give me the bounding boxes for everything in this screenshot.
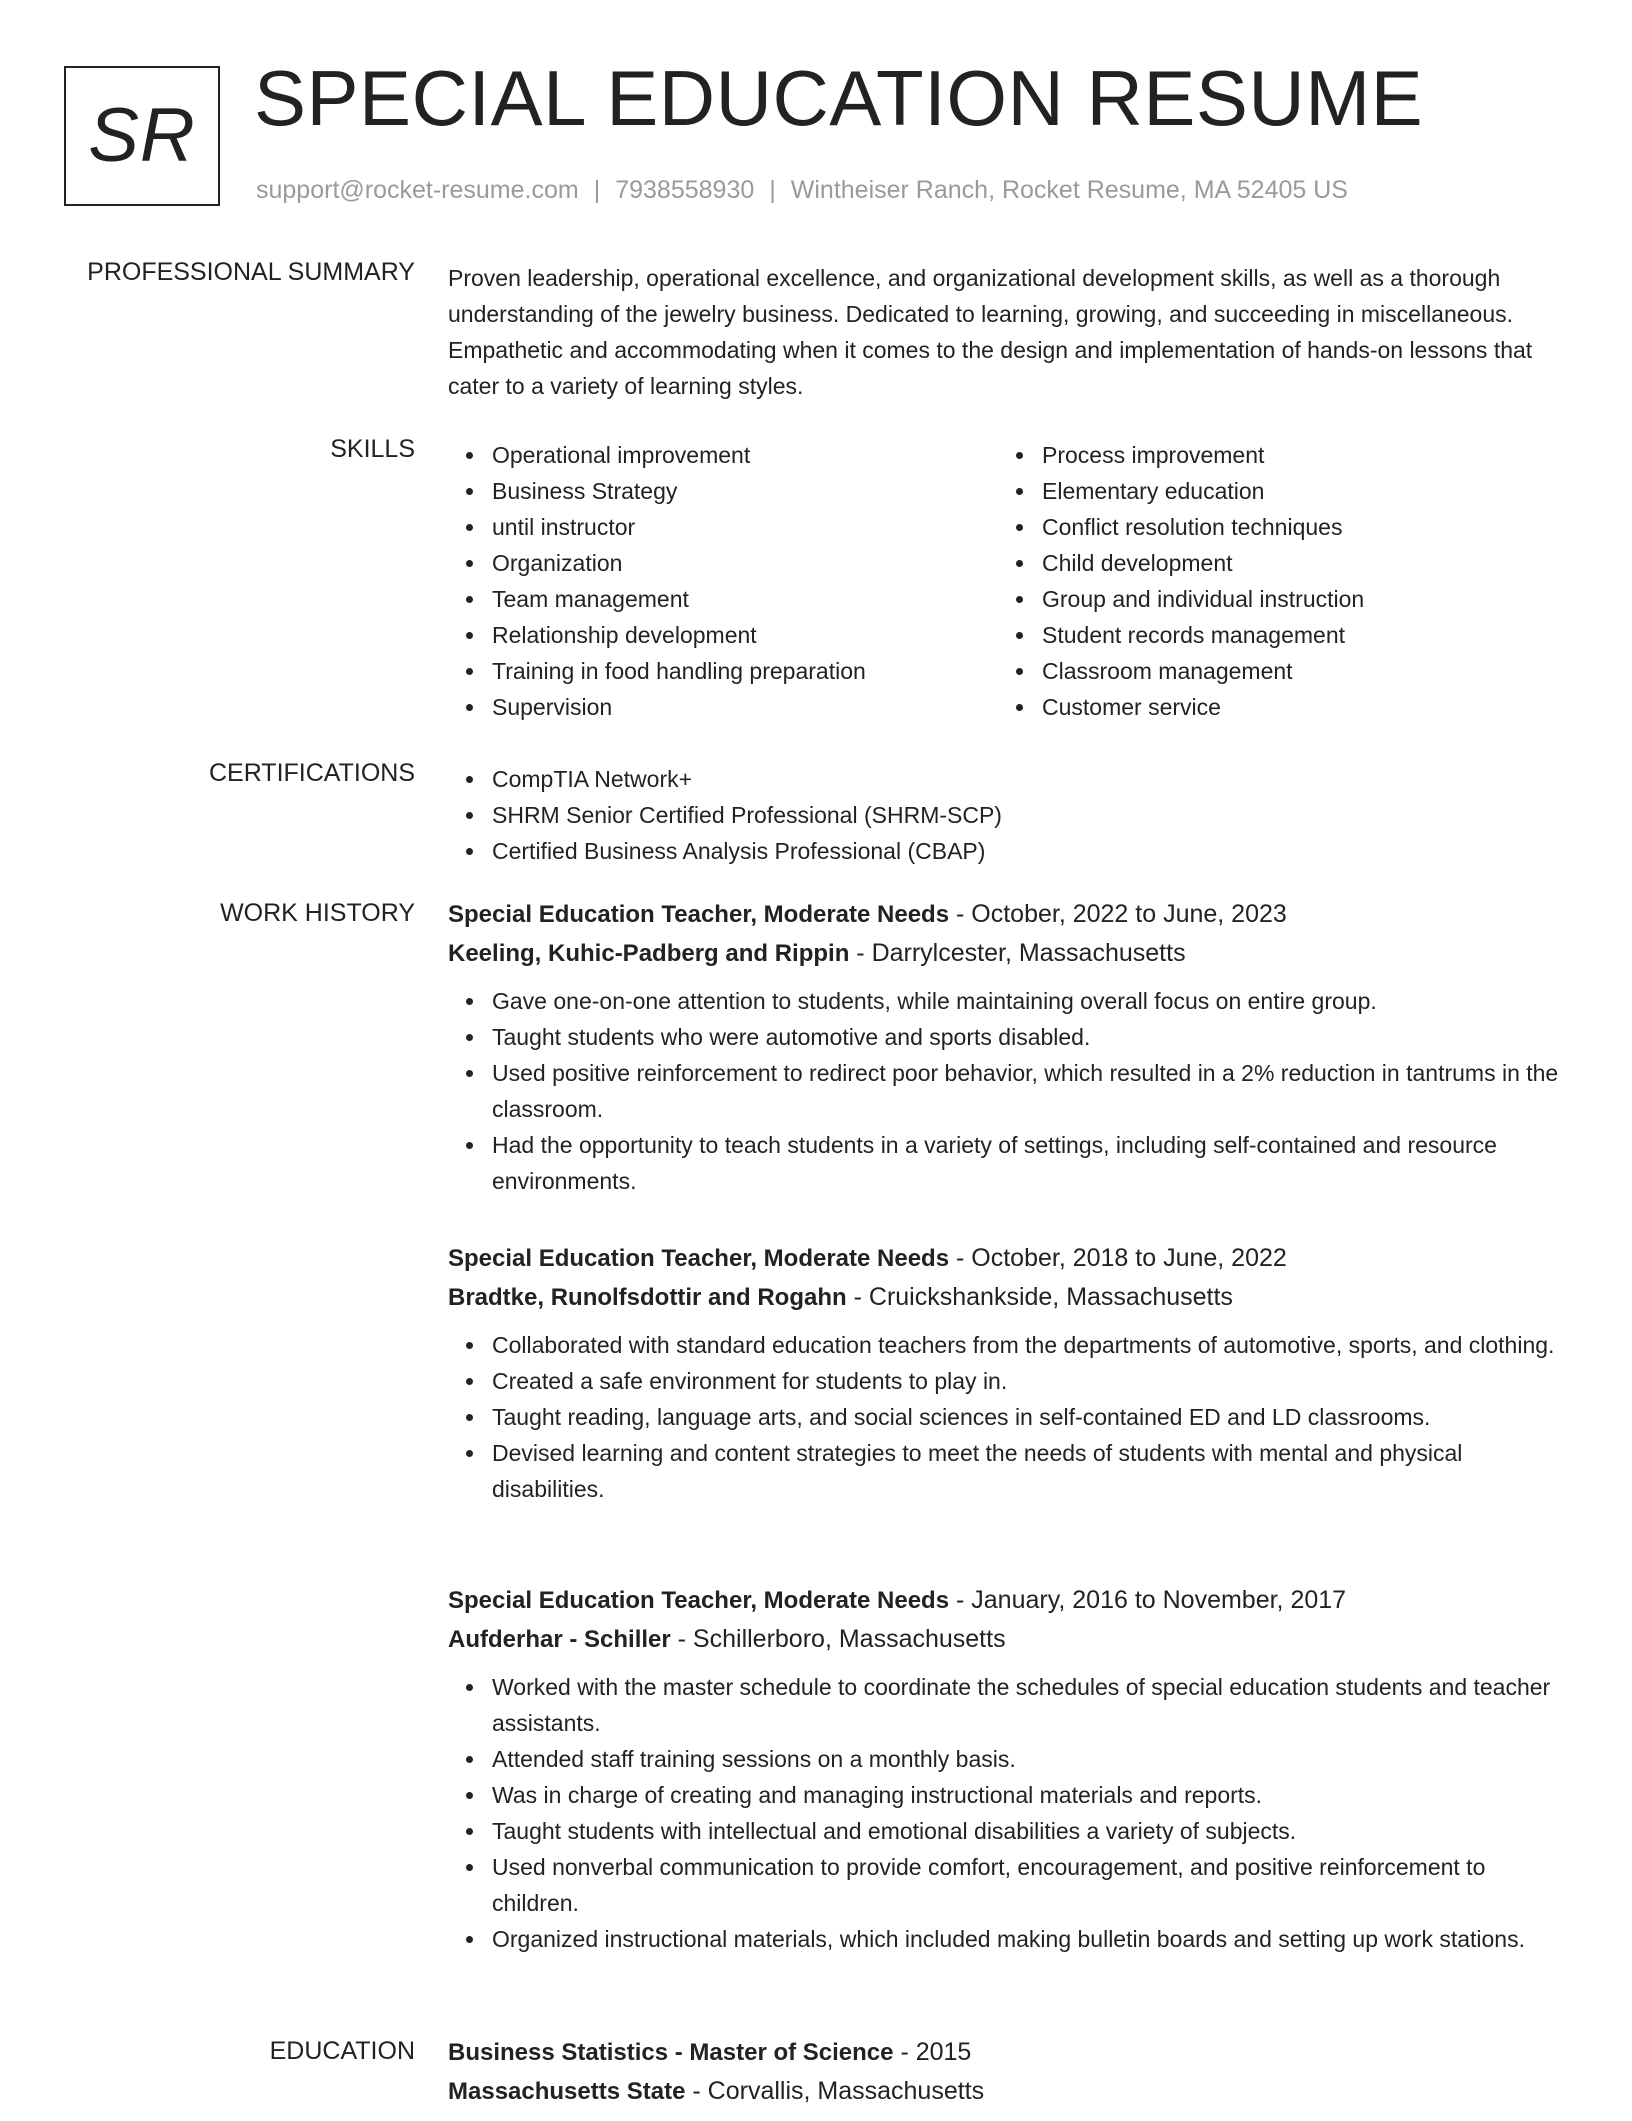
education-year: - 2015	[893, 2038, 972, 2066]
job-dates: - October, 2022 to June, 2023	[949, 900, 1287, 928]
job-duty: Devised learning and content strategies to meet the needs of students with mental and physical disabilities.	[492, 1435, 1560, 1507]
contact-email: support@rocket-resume.com	[256, 176, 579, 204]
job-dates: - January, 2016 to November, 2017	[949, 1586, 1347, 1614]
education-school-line	[448, 2072, 1560, 2111]
job-duties-list	[448, 1327, 1560, 1507]
job-title: Special Education Teacher, Moderate Needs	[448, 901, 950, 928]
job-employer-line	[448, 1278, 1560, 1317]
contact-phone: 7938558930	[615, 176, 755, 204]
job-title: Special Education Teacher, Moderate Needs	[448, 1245, 950, 1272]
certification-item: SHRM Senior Certified Professional (SHRM-SCP)	[492, 797, 1560, 833]
education-body	[448, 2033, 1560, 2121]
section-label-certifications: CERTIFICATIONS	[208, 759, 415, 787]
education-school: Massachusetts State	[448, 2078, 686, 2105]
summary-text: Proven leadership, operational excellence, and organizational development skills, as well as a thorough understanding of the jewelry business. Dedicated to learning, growing, and succeeding in miscellaneous. Empathetic and accommodating when it comes to the design and implementation of hands-on lessons that cater to a variety of learning styles.	[448, 265, 1533, 399]
job-duty: Organized instructional materials, which included making bulletin boards and setting up work stations.	[492, 1921, 1560, 1957]
job-title: Special Education Teacher, Moderate Needs	[448, 1587, 950, 1614]
education-degree: Business Statistics - Master of Science	[448, 2039, 894, 2066]
skills-body	[448, 437, 1560, 725]
certification-item: Certified Business Analysis Professional (CBAP)	[492, 833, 1560, 869]
job-duty: Created a safe environment for students to play in.	[492, 1363, 1560, 1399]
job-employer: Aufderhar - Schiller	[448, 1626, 671, 1653]
skill-item: Team management	[492, 581, 998, 617]
section-label-skills: SKILLS	[330, 435, 415, 463]
certification-item: CompTIA Network+	[492, 761, 1560, 797]
section-label-work: WORK HISTORY	[220, 899, 415, 927]
skill-item: Customer service	[1042, 689, 1548, 725]
education-location: - Corvallis, Massachusetts	[685, 2077, 985, 2105]
section-label-education: EDUCATION	[269, 2037, 415, 2065]
certifications-list	[448, 761, 1560, 869]
skill-item: Elementary education	[1042, 473, 1548, 509]
job-duties-list	[448, 1669, 1560, 1957]
job-duty: Taught students with intellectual and emotional disabilities a variety of subjects.	[492, 1813, 1560, 1849]
job-entry	[448, 1581, 1560, 1957]
skill-item: Conflict resolution techniques	[1042, 509, 1548, 545]
job-title-line	[448, 1239, 1560, 1278]
education-degree-line	[448, 2033, 1560, 2072]
skills-list-right	[998, 437, 1548, 725]
skill-item: until instructor	[492, 509, 998, 545]
skills-list-left	[448, 437, 998, 725]
job-duty: Was in charge of creating and managing instructional materials and reports.	[492, 1777, 1560, 1813]
job-duty: Used positive reinforcement to redirect poor behavior, which resulted in a 2% reduction in tantrums in the classroom.	[492, 1055, 1560, 1127]
summary-body	[448, 260, 1560, 404]
job-duty: Had the opportunity to teach students in a variety of settings, including self-contained and resource environments.	[492, 1127, 1560, 1199]
skill-item: Group and individual instruction	[1042, 581, 1548, 617]
job-dates: - October, 2018 to June, 2022	[949, 1244, 1287, 1272]
skills-column-right	[998, 437, 1548, 725]
skill-item: Operational improvement	[492, 437, 998, 473]
job-title-line	[448, 1581, 1560, 1620]
job-duty: Taught reading, language arts, and social sciences in self-contained ED and LD classrooms.	[492, 1399, 1560, 1435]
job-duties-list	[448, 983, 1560, 1199]
contact-separator: |	[593, 176, 601, 204]
job-employer: Bradtke, Runolfsdottir and Rogahn	[448, 1284, 847, 1311]
monogram-box	[64, 66, 220, 206]
skill-item: Business Strategy	[492, 473, 998, 509]
job-employer-line	[448, 934, 1560, 973]
job-duty: Attended staff training sessions on a monthly basis.	[492, 1741, 1560, 1777]
certifications-body	[448, 761, 1560, 869]
skill-item: Organization	[492, 545, 998, 581]
job-location: - Cruickshankside, Massachusetts	[846, 1283, 1233, 1311]
contact-line	[256, 176, 1348, 205]
skills-columns	[448, 437, 1560, 725]
skill-item: Child development	[1042, 545, 1548, 581]
monogram-initials: SR	[88, 93, 196, 178]
job-title-line	[448, 895, 1560, 934]
skill-item: Training in food handling preparation	[492, 653, 998, 689]
contact-separator: |	[769, 176, 776, 204]
job-entry	[448, 895, 1560, 1199]
skill-item: Relationship development	[492, 617, 998, 653]
job-employer-line	[448, 1620, 1560, 1659]
skill-item: Student records management	[1042, 617, 1548, 653]
skills-column-left	[448, 437, 998, 725]
job-duty: Gave one-on-one attention to students, while maintaining overall focus on entire group.	[492, 983, 1560, 1019]
section-label-summary: PROFESSIONAL SUMMARY	[87, 258, 415, 286]
job-location: - Darrylcester, Massachusetts	[849, 939, 1186, 967]
job-employer: Keeling, Kuhic-Padberg and Rippin	[448, 940, 850, 967]
skill-item: Classroom management	[1042, 653, 1548, 689]
job-duty: Taught students who were automotive and sports disabled.	[492, 1019, 1560, 1055]
job-location: - Schillerboro, Massachusetts	[670, 1625, 1006, 1653]
resume-title: SPECIAL EDUCATION RESUME	[254, 54, 1424, 142]
contact-address: Wintheiser Ranch, Rocket Resume, MA 52405 US	[790, 176, 1348, 204]
skill-item: Process improvement	[1042, 437, 1548, 473]
job-duty: Used nonverbal communication to provide comfort, encouragement, and positive reinforcement to children.	[492, 1849, 1560, 1921]
job-duty: Worked with the master schedule to coordinate the schedules of special education students and teacher assistants.	[492, 1669, 1560, 1741]
job-duty: Collaborated with standard education teachers from the departments of automotive, sports, and clothing.	[492, 1327, 1560, 1363]
job-entry	[448, 1239, 1560, 1507]
skill-item: Supervision	[492, 689, 998, 725]
